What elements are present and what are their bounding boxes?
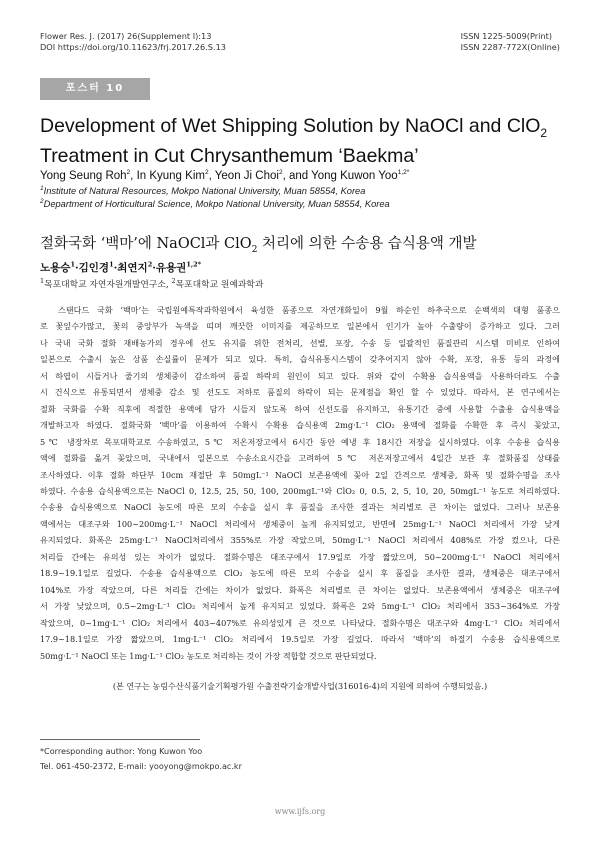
author-list: Yong Seung Roh$^2$, In Kyung Kim$^2$, Yeon Ji Choi$^2$, and Yong Kuwon Yoo$^{1,2*}$ xyxy=(40,169,410,182)
abstract-line: 개발하고자 하였다. 절화국화 ‘백마’를 이용하여 수확시 수확용 습식용액 2mg·L⁻¹ ClO₂ 용액에 절화를 수확한 후 즉시 꽂았고, xyxy=(40,420,560,431)
abstract-line: 나 국내 국화 절화 재배농가의 경우에 선도 유지를 위한 전처리, 선별, 포장, 수송 등 일괄적인 품질관리 시스템 미비로 인하여 xyxy=(40,337,560,348)
author: Yong Kuwon Yoo xyxy=(311,170,398,182)
contact-info: Tel. 061-450-2372, E-mail: yooyong@mokpo.ac.kr xyxy=(40,761,242,771)
author: 최연지 xyxy=(117,262,148,274)
abstract-line: 시 건식으로 유통되면서 생체중 감소 및 선도도 저하로 품질의 하락이 되는 문제점을 확인 할 수 있었다. 따라서, 본 연구에서는 xyxy=(40,387,560,398)
korean-affiliation: $^1$목포대학교 자연자원개발연구소, $^2$목포대학교 원예과학과 xyxy=(40,277,264,290)
corresponding-author: *Corresponding author: Yong Kuwon Yoo xyxy=(40,746,203,756)
abstract-line: 수송용 습식용액으로 NaOCl 농도에 따른 모의 수송을 실시 후 품질을 조사한 결과는 처리별로 큰 차이는 없었다. 그러나 보존용 xyxy=(40,502,560,513)
abstract-line: 하였다. 수송용 습식용액으로는 NaOCl 0, 12.5, 25, 50, 100, 200mgL⁻¹와 ClO₂ 0, 0.5, 2, 5, 10, 20, 50mgL⁻¹ 농도로 처리하였다. xyxy=(40,485,560,496)
poster-banner: 포스터 10 xyxy=(40,78,150,100)
author: Yong Seung Roh xyxy=(40,170,127,182)
abstract-line: 절화 국화를 수확 직후에 적절한 용액에 담가 시들지 않도록 하여 신선도를 유지하고, 유통기간 중에 사용할 수출용 습식용액을 xyxy=(40,403,560,414)
abstract-line: 18.9~19.1일로 길었다. 수송용 습식용액으로 ClO₂ 농도에 따른 모의 수송을 실시 후 품질을 조사한 결과, 생체중은 대조구에서 xyxy=(40,568,560,579)
affiliation: $^1$Institute of Natural Resources, Mokpo National University, Muan 58554, Korea xyxy=(40,184,366,196)
abstract-line: 104%로 가장 작았으며, 다른 처리들 간에는 차이가 없었다. 화폭은 처리별로 큰 차이는 없었다. 보존용액에서 생체중은 대조구에 xyxy=(40,584,560,595)
abstract-body xyxy=(40,302,560,664)
abstract-line: 유지되었다. 화폭은 25mg·L⁻¹ NaOCl처리에서 355%로 가장 작았으며, 50mg·L⁻¹ NaOCl 처리에서 408%로 가장 컸으나, 다른 xyxy=(40,535,560,546)
korean-title: 절화국화 ‘백마’에 NaOCl과 ClO$_2$ 처리에 의한 수송용 습식용액 개발 xyxy=(40,236,477,255)
abstract-line: 조사하였다. 이후 절화 하단부 10cm 재절단 후 50mgL⁻¹ NaOCl 보존용액에 꽂아 2일 간격으로 생체중, 화폭 및 절화수명을 조사 xyxy=(40,469,560,480)
abstract-line: 일본으로 수출시 높은 상품 손실률이 문제가 되고 있다. 특히, 습식유통시스템이 갖추어지지 않아 수확, 포장, 유통 등의 과정에 xyxy=(40,354,560,365)
title-line2: Treatment in Cut Chrysanthemum ‘Baekma’ xyxy=(40,144,419,167)
title-line1: Development of Wet Shipping Solution by NaOCl and ClO xyxy=(40,115,541,137)
abstract-line: 처리들 간에는 유의성 있는 차이가 없었다. 절화수명은 대조구에서 17.9일로 가장 짧았으며, 50~200mg·L⁻¹ NaOCl 처리에서 xyxy=(40,551,560,562)
author: Yeon Ji Choi xyxy=(214,170,279,182)
title-subscript: 2 xyxy=(540,125,548,140)
doi[interactable]: DOI https://doi.org/10.11623/frj.2017.26.S.13 xyxy=(40,42,227,52)
affiliation: $^2$Department of Horticultural Science, Mokpo National University, Muan 58554, Korea xyxy=(40,197,390,209)
author: 노용승 xyxy=(40,262,71,274)
acknowledgement: (본 연구는 농림수산식품기술기획평가원 수출전략기술개발사업(316016-4)의 지원에 의하여 수행되었음.) xyxy=(112,681,488,691)
footer-url[interactable]: www.ijfs.org xyxy=(274,807,326,816)
abstract-line: 서 하엽이 시들거나 줄기의 생체중이 감소하여 품질 하락의 원인이 되고 있다. 위와 같이 수확용 습식용액을 사용하더라도 수출 xyxy=(40,370,560,381)
author: In Kyung Kim xyxy=(136,170,205,182)
abstract-line: 스탠다드 국화 ‘백마’는 국립원예특작과학원에서 육성한 품종으로 자연개화일이 9월 하순인 하추국으로 순백색의 대형 품종으 xyxy=(58,305,560,315)
journal-info xyxy=(40,31,226,53)
abstract-line: 로 꽃잎수가많고, 꽃의 중앙부가 녹색을 띠며 깨끗한 이미지를 제공하므로 일본에서 인기가 높아 수출량이 증가하고 있다. 그러 xyxy=(40,321,560,332)
author: 유용권 xyxy=(155,262,187,274)
abstract-line: 액에 절화를 옮겨 꽂았으며, 국내에서 일본으로 수송소요시간을 고려하여 5℃ 저온저장고에서 4일간 보관 후 절화품질 상태를 xyxy=(40,453,560,464)
abstract-line: 작았으며, 0~1mg·L⁻¹ ClO₂ 처리에서 403~407%로 유의성있게 큰 것으로 나타났다. 절화수명은 대조구와 4mg·L⁻¹ ClO₂ 처리에서 xyxy=(40,617,560,628)
korean-author-list: 노용승$^1$·김인경$^1$·최연지$^2$·유용권$^{1,2*}$ xyxy=(40,260,202,274)
footnote-rule xyxy=(40,739,200,740)
abstract-line: 5℃ 냉장차로 목포대학교로 수송하였고, 5℃ 저온저장고에서 6시간 동안 예냉 후 18시간 저장을 실시하였다. 이후 수송용 습식용 xyxy=(40,436,560,447)
issn-online: ISSN 2287-772X(Online) xyxy=(460,42,560,52)
paper-title xyxy=(40,115,570,168)
author: 김인경 xyxy=(78,262,110,274)
issn-info xyxy=(461,31,560,53)
abstract-line: 서 가장 낮았으며, 0.5~2mg·L⁻¹ ClO₂ 처리에서 높게 유지되고 있었다. 화폭은 2와 5mg·L⁻¹ ClO₂ 처리에서 353~364%로 가장 xyxy=(40,601,560,612)
abstract-line: 17.9~18.1일로 가장 짧았으며, 1mg·L⁻¹ ClO₂ 처리에서 19.5일로 가장 길었다. 따라서 ‘백마’의 하절기 수송용 습식용액으로 xyxy=(40,634,560,645)
issn-print: ISSN 1225-5009(Print) xyxy=(460,31,553,41)
journal-citation: Flower Res. J. (2017) 26(Supplement I):13 xyxy=(40,31,212,41)
abstract-line: 50mg·L⁻¹ NaOCl 또는 1mg·L⁻¹ ClO₂ 농도로 처리하는 것이 가장 적합할 것으로 판단되었다. xyxy=(40,650,377,661)
abstract-line: 액에서는 대조구와 100~200mg·L⁻¹ NaOCl 처리에서 생체중이 높게 유지되었고, 반면에 25mg·L⁻¹ NaOCl 처리에서 가장 낮게 xyxy=(40,518,560,529)
footnote xyxy=(40,744,242,774)
